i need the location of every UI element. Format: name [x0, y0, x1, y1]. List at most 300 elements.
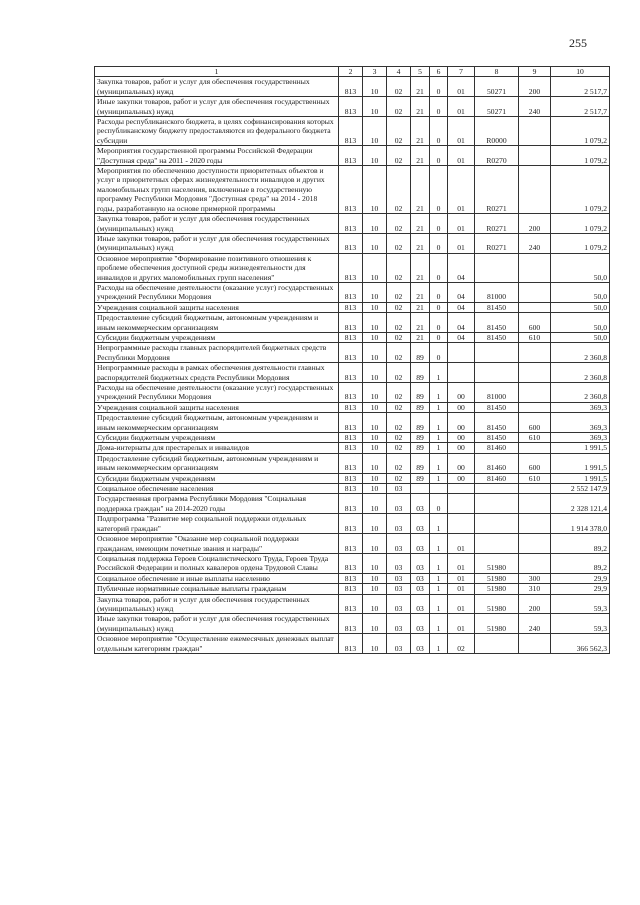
ministry-code-cell: 813: [339, 214, 363, 234]
subprogram-code-cell: 0: [430, 343, 448, 363]
table-row: [95, 584, 610, 594]
row-name-cell: Расходы республиканского бюджета, в целях софинансирования которых республиканскому бюджету предоставляются из федерального бюджета субсидии: [95, 117, 339, 146]
amount-cell: 59,3: [551, 594, 610, 614]
subprogram-code-cell: 1: [430, 473, 448, 483]
direction-code-cell: 51980: [475, 614, 519, 634]
subsection-code-cell: 02: [387, 413, 411, 433]
direction-code-cell: 81460: [475, 443, 519, 453]
activity-code-cell: 01: [448, 97, 475, 117]
activity-code-cell: 02: [448, 634, 475, 654]
ministry-code-cell: 813: [339, 433, 363, 443]
column-header: 4: [387, 67, 411, 77]
row-name-cell: Расходы на обеспечение деятельности (оказание услуг) государственных учреждений Республики Мордовия: [95, 282, 339, 302]
table-row: [95, 332, 610, 342]
column-header: 8: [475, 67, 519, 77]
ministry-code-cell: 813: [339, 146, 363, 166]
section-code-cell: 10: [363, 514, 387, 534]
row-name-cell: Основное мероприятие "Осуществление ежемесячных денежных выплат отдельным категориям граждан": [95, 634, 339, 654]
ministry-code-cell: 813: [339, 614, 363, 634]
section-code-cell: 10: [363, 146, 387, 166]
program-code-cell: 03: [411, 614, 430, 634]
row-name-cell: Учреждения социальной защиты населения: [95, 402, 339, 412]
section-code-cell: 10: [363, 553, 387, 573]
table-row: [95, 363, 610, 383]
amount-cell: 29,9: [551, 584, 610, 594]
activity-code-cell: 04: [448, 302, 475, 312]
table-row: [95, 494, 610, 514]
expense-type-code-cell: 200: [519, 77, 551, 97]
program-code-cell: 03: [411, 553, 430, 573]
amount-cell: 89,2: [551, 534, 610, 554]
direction-code-cell: 51980: [475, 594, 519, 614]
section-code-cell: 10: [363, 233, 387, 253]
subprogram-code-cell: 1: [430, 634, 448, 654]
ministry-code-cell: 813: [339, 634, 363, 654]
subsection-code-cell: 03: [387, 614, 411, 634]
expense-type-code-cell: [519, 117, 551, 146]
subsection-code-cell: 02: [387, 77, 411, 97]
table-row: [95, 97, 610, 117]
subprogram-code-cell: [430, 484, 448, 494]
ministry-code-cell: 813: [339, 573, 363, 583]
row-name-cell: Подпрограмма "Развитие мер социальной поддержки отдельных категорий граждан": [95, 514, 339, 534]
table-row: [95, 594, 610, 614]
section-code-cell: 10: [363, 584, 387, 594]
table-row: [95, 534, 610, 554]
subprogram-code-cell: 1: [430, 614, 448, 634]
section-code-cell: 10: [363, 573, 387, 583]
section-code-cell: 10: [363, 77, 387, 97]
amount-cell: 369,3: [551, 402, 610, 412]
ministry-code-cell: 813: [339, 453, 363, 473]
table-row: [95, 343, 610, 363]
direction-code-cell: 81000: [475, 383, 519, 403]
expense-type-code-cell: 240: [519, 614, 551, 634]
activity-code-cell: 01: [448, 214, 475, 234]
amount-cell: 1 914 378,0: [551, 514, 610, 534]
expense-type-code-cell: [519, 553, 551, 573]
expense-type-code-cell: 300: [519, 573, 551, 583]
ministry-code-cell: 813: [339, 253, 363, 282]
amount-cell: 50,0: [551, 253, 610, 282]
row-name-cell: Социальная поддержка Героев Социалистического Труда, Героев Труда Российской Федерации и полных кавалеров ордена Трудовой Славы: [95, 553, 339, 573]
section-code-cell: 10: [363, 473, 387, 483]
program-code-cell: 21: [411, 302, 430, 312]
row-name-cell: Основное мероприятие "Оказание мер социальной поддержки гражданам, имеющим почетные звания и награды": [95, 534, 339, 554]
program-code-cell: 21: [411, 166, 430, 214]
ministry-code-cell: 813: [339, 282, 363, 302]
direction-code-cell: 50271: [475, 97, 519, 117]
subsection-code-cell: 02: [387, 253, 411, 282]
expense-type-code-cell: [519, 534, 551, 554]
program-code-cell: 03: [411, 594, 430, 614]
program-code-cell: 21: [411, 97, 430, 117]
program-code-cell: 89: [411, 343, 430, 363]
subprogram-code-cell: 0: [430, 166, 448, 214]
section-code-cell: 10: [363, 534, 387, 554]
section-code-cell: 10: [363, 166, 387, 214]
amount-cell: 50,0: [551, 313, 610, 333]
program-code-cell: 21: [411, 117, 430, 146]
row-name-cell: Иные закупки товаров, работ и услуг для обеспечения государственных (муниципальных) нужд: [95, 614, 339, 634]
subprogram-code-cell: 0: [430, 146, 448, 166]
ministry-code-cell: 813: [339, 77, 363, 97]
section-code-cell: 10: [363, 402, 387, 412]
direction-code-cell: R0271: [475, 233, 519, 253]
ministry-code-cell: 813: [339, 97, 363, 117]
program-code-cell: [411, 484, 430, 494]
program-code-cell: 89: [411, 433, 430, 443]
subprogram-code-cell: 1: [430, 413, 448, 433]
amount-cell: 50,0: [551, 302, 610, 312]
amount-cell: 1 079,2: [551, 146, 610, 166]
row-name-cell: Субсидии бюджетным учреждениям: [95, 433, 339, 443]
table-row: [95, 402, 610, 412]
ministry-code-cell: 813: [339, 534, 363, 554]
table-row: [95, 573, 610, 583]
direction-code-cell: 50271: [475, 77, 519, 97]
ministry-code-cell: 813: [339, 383, 363, 403]
activity-code-cell: 01: [448, 573, 475, 583]
subsection-code-cell: 03: [387, 534, 411, 554]
direction-code-cell: [475, 534, 519, 554]
amount-cell: 369,3: [551, 433, 610, 443]
ministry-code-cell: 813: [339, 494, 363, 514]
subprogram-code-cell: 0: [430, 77, 448, 97]
subsection-code-cell: 03: [387, 634, 411, 654]
row-name-cell: Учреждения социальной защиты населения: [95, 302, 339, 312]
activity-code-cell: [448, 514, 475, 534]
row-name-cell: Предоставление субсидий бюджетным, автономным учреждениям и иным некоммерческим организациям: [95, 453, 339, 473]
ministry-code-cell: 813: [339, 233, 363, 253]
section-code-cell: 10: [363, 332, 387, 342]
table-header-row: [95, 67, 610, 77]
amount-cell: 89,2: [551, 553, 610, 573]
section-code-cell: 10: [363, 413, 387, 433]
activity-code-cell: 01: [448, 534, 475, 554]
program-code-cell: 21: [411, 233, 430, 253]
expense-type-code-cell: [519, 146, 551, 166]
section-code-cell: 10: [363, 97, 387, 117]
activity-code-cell: 01: [448, 614, 475, 634]
expense-type-code-cell: [519, 514, 551, 534]
table-row: [95, 302, 610, 312]
direction-code-cell: 81450: [475, 313, 519, 333]
expense-type-code-cell: [519, 343, 551, 363]
row-name-cell: Расходы на обеспечение деятельности (оказание услуг) государственных учреждений Республики Мордовия: [95, 383, 339, 403]
row-name-cell: Субсидии бюджетным учреждениям: [95, 473, 339, 483]
subprogram-code-cell: 1: [430, 453, 448, 473]
program-code-cell: 03: [411, 534, 430, 554]
row-name-cell: Предоставление субсидий бюджетным, автономным учреждениям и иным некоммерческим организациям: [95, 413, 339, 433]
program-code-cell: 03: [411, 634, 430, 654]
direction-code-cell: 81450: [475, 332, 519, 342]
table-row: [95, 473, 610, 483]
column-header: 10: [551, 67, 610, 77]
ministry-code-cell: 813: [339, 584, 363, 594]
activity-code-cell: 01: [448, 233, 475, 253]
ministry-code-cell: 813: [339, 343, 363, 363]
table-row: [95, 514, 610, 534]
section-code-cell: 10: [363, 494, 387, 514]
subsection-code-cell: 02: [387, 214, 411, 234]
subprogram-code-cell: 1: [430, 443, 448, 453]
subprogram-code-cell: 0: [430, 97, 448, 117]
amount-cell: 2 517,7: [551, 97, 610, 117]
ministry-code-cell: 813: [339, 363, 363, 383]
program-code-cell: 21: [411, 77, 430, 97]
direction-code-cell: [475, 363, 519, 383]
ministry-code-cell: 813: [339, 313, 363, 333]
section-code-cell: 10: [363, 363, 387, 383]
direction-code-cell: 81460: [475, 473, 519, 483]
direction-code-cell: [475, 253, 519, 282]
subsection-code-cell: 02: [387, 97, 411, 117]
subprogram-code-cell: 0: [430, 494, 448, 514]
direction-code-cell: [475, 484, 519, 494]
table-row: [95, 484, 610, 494]
section-code-cell: 10: [363, 443, 387, 453]
amount-cell: 2 552 147,9: [551, 484, 610, 494]
program-code-cell: 21: [411, 146, 430, 166]
row-name-cell: Закупка товаров, работ и услуг для обеспечения государственных (муниципальных) нужд: [95, 214, 339, 234]
expense-type-code-cell: [519, 402, 551, 412]
activity-code-cell: 04: [448, 332, 475, 342]
activity-code-cell: 01: [448, 584, 475, 594]
subsection-code-cell: 02: [387, 146, 411, 166]
amount-cell: 50,0: [551, 282, 610, 302]
subprogram-code-cell: 0: [430, 302, 448, 312]
expense-type-code-cell: [519, 494, 551, 514]
amount-cell: 1 991,5: [551, 453, 610, 473]
column-header: 6: [430, 67, 448, 77]
expense-type-code-cell: 610: [519, 332, 551, 342]
program-code-cell: 21: [411, 332, 430, 342]
subsection-code-cell: 03: [387, 494, 411, 514]
activity-code-cell: 00: [448, 402, 475, 412]
subsection-code-cell: 03: [387, 514, 411, 534]
amount-cell: 1 991,5: [551, 443, 610, 453]
direction-code-cell: 81450: [475, 402, 519, 412]
table-row: [95, 313, 610, 333]
subsection-code-cell: 03: [387, 484, 411, 494]
ministry-code-cell: 813: [339, 117, 363, 146]
column-header: 5: [411, 67, 430, 77]
activity-code-cell: 01: [448, 594, 475, 614]
subsection-code-cell: 02: [387, 443, 411, 453]
subprogram-code-cell: 1: [430, 433, 448, 443]
subsection-code-cell: 02: [387, 313, 411, 333]
subprogram-code-cell: 1: [430, 553, 448, 573]
table-row: [95, 117, 610, 146]
activity-code-cell: [448, 363, 475, 383]
row-name-cell: Иные закупки товаров, работ и услуг для обеспечения государственных (муниципальных) нужд: [95, 233, 339, 253]
expense-type-code-cell: [519, 166, 551, 214]
subsection-code-cell: 02: [387, 166, 411, 214]
subprogram-code-cell: 0: [430, 313, 448, 333]
direction-code-cell: 81450: [475, 413, 519, 433]
activity-code-cell: 01: [448, 146, 475, 166]
subprogram-code-cell: 0: [430, 214, 448, 234]
program-code-cell: 89: [411, 453, 430, 473]
amount-cell: 59,3: [551, 614, 610, 634]
subsection-code-cell: 02: [387, 433, 411, 443]
row-name-cell: Социальное обеспечение и иные выплаты населению: [95, 573, 339, 583]
direction-code-cell: [475, 494, 519, 514]
direction-code-cell: 51980: [475, 553, 519, 573]
row-name-cell: Закупка товаров, работ и услуг для обеспечения государственных (муниципальных) нужд: [95, 77, 339, 97]
direction-code-cell: [475, 634, 519, 654]
subprogram-code-cell: 0: [430, 282, 448, 302]
program-code-cell: 03: [411, 514, 430, 534]
subprogram-code-cell: 1: [430, 402, 448, 412]
activity-code-cell: 01: [448, 553, 475, 573]
expense-type-code-cell: 610: [519, 473, 551, 483]
row-name-cell: Предоставление субсидий бюджетным, автономным учреждениям и иным некоммерческим организациям: [95, 313, 339, 333]
program-code-cell: 03: [411, 494, 430, 514]
amount-cell: 2 517,7: [551, 77, 610, 97]
direction-code-cell: 51980: [475, 573, 519, 583]
row-name-cell: Основное мероприятие "Формирование позитивного отношения к проблеме обеспечения доступной среды жизнедеятельности для инвалидов и других маломобильных групп населения": [95, 253, 339, 282]
row-name-cell: Непрограммные расходы в рамках обеспечения деятельности главных распорядителей бюджетных средств Республики Мордовия: [95, 363, 339, 383]
subprogram-code-cell: 0: [430, 253, 448, 282]
subprogram-code-cell: 1: [430, 584, 448, 594]
subsection-code-cell: 02: [387, 282, 411, 302]
subsection-code-cell: 02: [387, 453, 411, 473]
direction-code-cell: [475, 514, 519, 534]
amount-cell: 369,3: [551, 413, 610, 433]
program-code-cell: 89: [411, 473, 430, 483]
activity-code-cell: 00: [448, 383, 475, 403]
program-code-cell: 03: [411, 584, 430, 594]
table-row: [95, 77, 610, 97]
row-name-cell: Социальное обеспечение населения: [95, 484, 339, 494]
amount-cell: 1 991,5: [551, 473, 610, 483]
activity-code-cell: 04: [448, 282, 475, 302]
subsection-code-cell: 02: [387, 233, 411, 253]
program-code-cell: 89: [411, 413, 430, 433]
activity-code-cell: 00: [448, 473, 475, 483]
direction-code-cell: R0271: [475, 166, 519, 214]
expense-type-code-cell: [519, 363, 551, 383]
subsection-code-cell: 03: [387, 573, 411, 583]
page-number: 255: [569, 36, 587, 50]
table-row: [95, 253, 610, 282]
section-code-cell: 10: [363, 253, 387, 282]
row-name-cell: Субсидии бюджетным учреждениям: [95, 332, 339, 342]
amount-cell: 2 360,8: [551, 343, 610, 363]
row-name-cell: Мероприятия государственной программы Российской Федерации "Доступная среда" на 2011 - 2020 годы: [95, 146, 339, 166]
amount-cell: 2 360,8: [551, 363, 610, 383]
program-code-cell: 89: [411, 402, 430, 412]
section-code-cell: 10: [363, 453, 387, 473]
direction-code-cell: 81450: [475, 433, 519, 443]
amount-cell: 50,0: [551, 332, 610, 342]
activity-code-cell: [448, 484, 475, 494]
ministry-code-cell: 813: [339, 166, 363, 214]
activity-code-cell: [448, 343, 475, 363]
section-code-cell: 10: [363, 302, 387, 312]
subsection-code-cell: 02: [387, 402, 411, 412]
subsection-code-cell: 02: [387, 383, 411, 403]
program-code-cell: 21: [411, 214, 430, 234]
direction-code-cell: R0000: [475, 117, 519, 146]
direction-code-cell: 81460: [475, 453, 519, 473]
section-code-cell: 10: [363, 343, 387, 363]
expense-type-code-cell: [519, 634, 551, 654]
expense-type-code-cell: 200: [519, 214, 551, 234]
direction-code-cell: R0270: [475, 146, 519, 166]
table-row: [95, 146, 610, 166]
expense-type-code-cell: 200: [519, 594, 551, 614]
expense-type-code-cell: 600: [519, 453, 551, 473]
activity-code-cell: 01: [448, 117, 475, 146]
amount-cell: 2 328 121,4: [551, 494, 610, 514]
section-code-cell: 10: [363, 383, 387, 403]
row-name-cell: Государственная программа Республики Мордовия "Социальная поддержка граждан" на 2014-2020 годы: [95, 494, 339, 514]
ministry-code-cell: 813: [339, 302, 363, 312]
subprogram-code-cell: 0: [430, 332, 448, 342]
table-row: [95, 443, 610, 453]
expense-type-code-cell: 600: [519, 413, 551, 433]
ministry-code-cell: 813: [339, 473, 363, 483]
ministry-code-cell: 813: [339, 553, 363, 573]
table-row: [95, 214, 610, 234]
activity-code-cell: 01: [448, 77, 475, 97]
expense-type-code-cell: 610: [519, 433, 551, 443]
column-header: 9: [519, 67, 551, 77]
column-header: 1: [95, 67, 339, 77]
program-code-cell: 21: [411, 253, 430, 282]
ministry-code-cell: 813: [339, 484, 363, 494]
budget-table: [94, 66, 610, 654]
direction-code-cell: 81450: [475, 302, 519, 312]
subsection-code-cell: 02: [387, 332, 411, 342]
ministry-code-cell: 813: [339, 402, 363, 412]
row-name-cell: Дома-интернаты для престарелых и инвалидов: [95, 443, 339, 453]
expense-type-code-cell: [519, 302, 551, 312]
table-row: [95, 282, 610, 302]
expense-type-code-cell: [519, 443, 551, 453]
subprogram-code-cell: 1: [430, 363, 448, 383]
expense-type-code-cell: 600: [519, 313, 551, 333]
column-header: 7: [448, 67, 475, 77]
activity-code-cell: 01: [448, 166, 475, 214]
subprogram-code-cell: 0: [430, 117, 448, 146]
row-name-cell: Публичные нормативные социальные выплаты гражданам: [95, 584, 339, 594]
subprogram-code-cell: 1: [430, 534, 448, 554]
subprogram-code-cell: 1: [430, 514, 448, 534]
program-code-cell: 89: [411, 363, 430, 383]
direction-code-cell: [475, 343, 519, 363]
table-row: [95, 634, 610, 654]
ministry-code-cell: 813: [339, 332, 363, 342]
ministry-code-cell: 813: [339, 514, 363, 534]
subsection-code-cell: 03: [387, 594, 411, 614]
row-name-cell: Мероприятия по обеспечению доступности приоритетных объектов и услуг в приоритетных сферах жизнедеятельности инвалидов и других маломобильных групп населения, включенные в государственную программу Республики Мордовия "Доступная среда" на 2014 - 2018 годы, разработанную на основе примерной программы: [95, 166, 339, 214]
expense-type-code-cell: [519, 282, 551, 302]
subsection-code-cell: 02: [387, 363, 411, 383]
section-code-cell: 10: [363, 594, 387, 614]
section-code-cell: 10: [363, 614, 387, 634]
expense-type-code-cell: [519, 383, 551, 403]
subsection-code-cell: 02: [387, 473, 411, 483]
subsection-code-cell: 03: [387, 553, 411, 573]
section-code-cell: 10: [363, 117, 387, 146]
table-row: [95, 233, 610, 253]
program-code-cell: 21: [411, 282, 430, 302]
ministry-code-cell: 813: [339, 413, 363, 433]
